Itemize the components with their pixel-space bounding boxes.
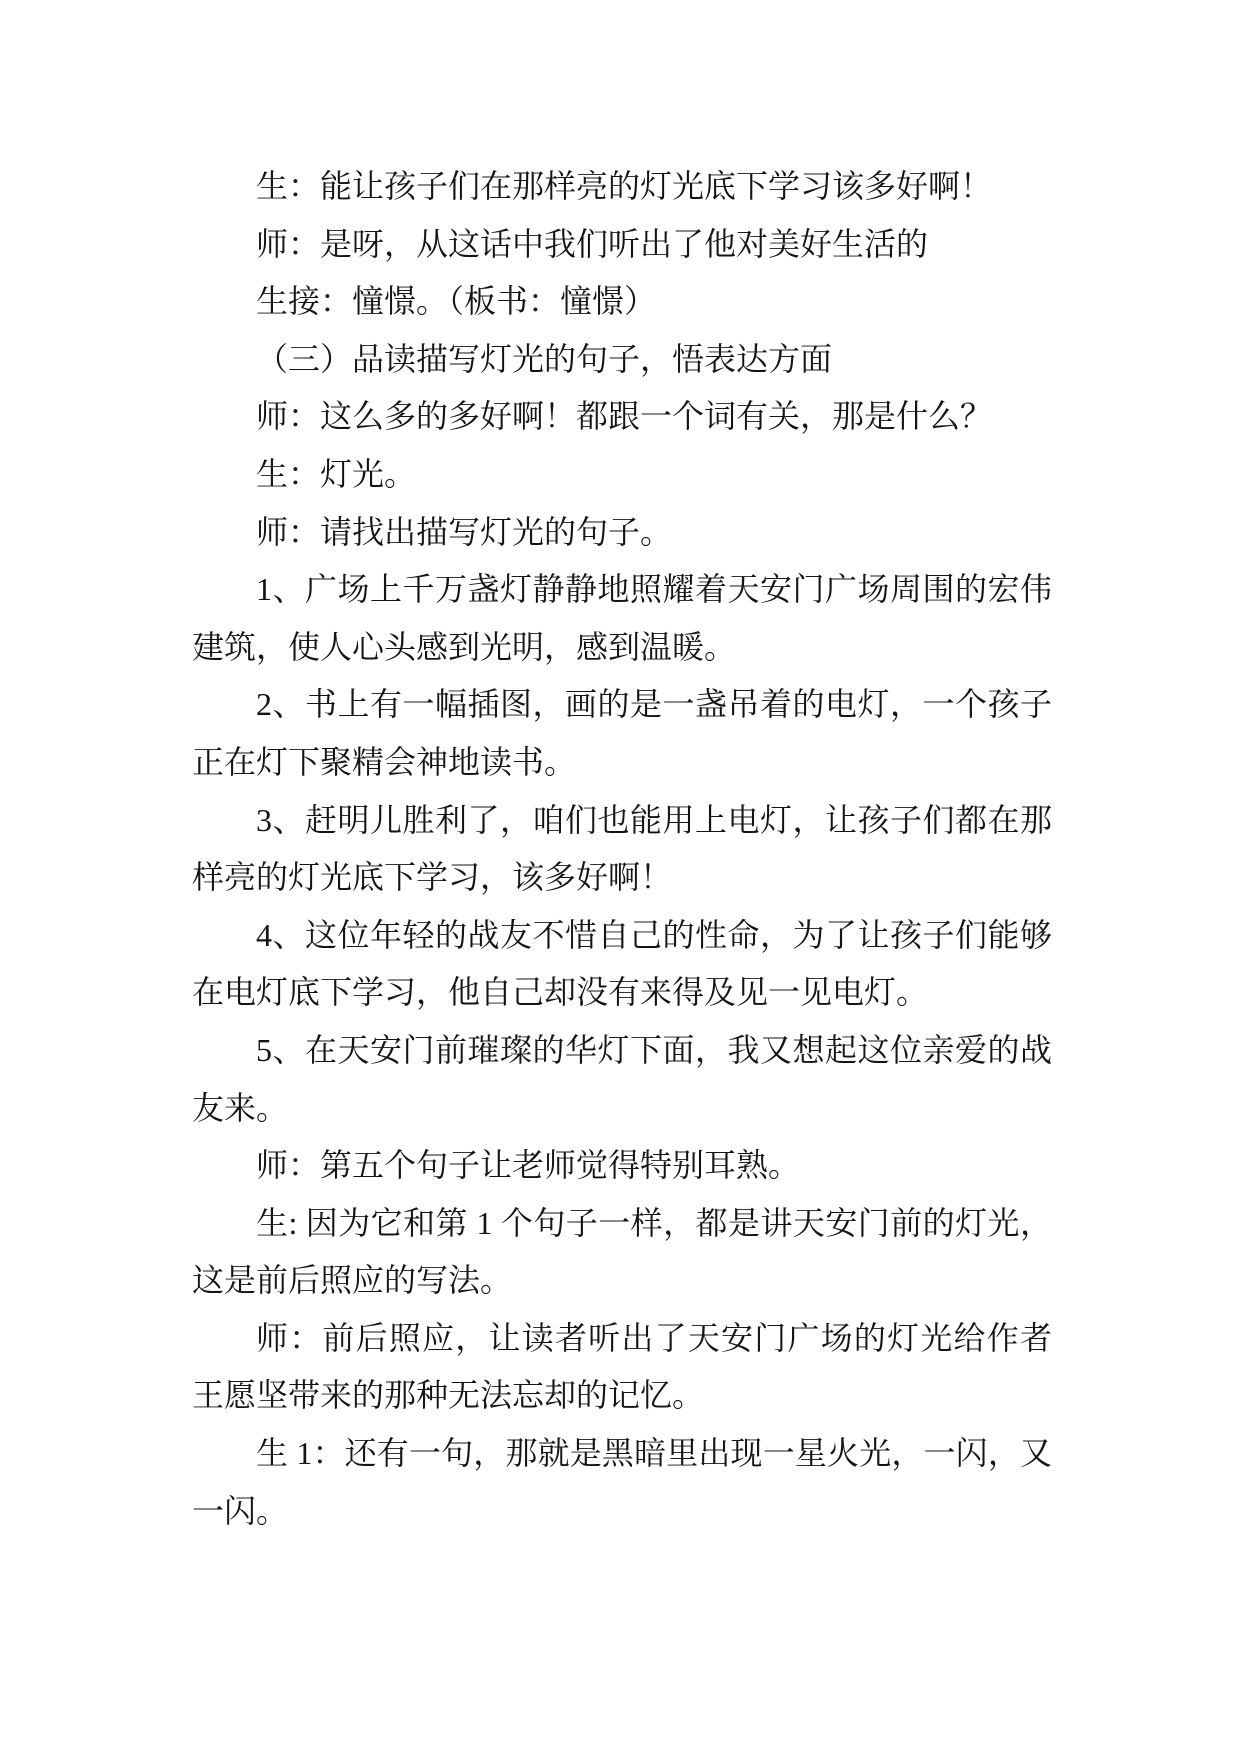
paragraph: 师：前后照应，让读者听出了天安门广场的灯光给作者王愿坚带来的那种无法忘却的记忆。 [192,1319,1052,1414]
paragraph: 生 1：还有一句，那就是黑暗里出现一星火光，一闪，又一闪。 [192,1435,1052,1529]
paragraph: 4、这位年轻的战友不惜自己的性命，为了让孩子们能够在电灯底下学习，他自己却没有来得及见一见电灯。 [192,916,1052,1011]
paragraph: 师：请找出描写灯光的句子。 [256,513,673,550]
paragraph: 师：是呀，从这话中我们听出了他对美好生活的 [256,225,929,262]
paragraph: 生: 因为它和第 1 个句子一样，都是讲天安门前的灯光，这是前后照应的写法。 [192,1204,1052,1299]
paragraph: 1、广场上千万盏灯静静地照耀着天安门广场周围的宏伟建筑，使人心头感到光明，感到温暖。 [192,571,1052,665]
paragraph: 师：第五个句子让老师觉得特别耳熟。 [256,1147,801,1184]
paragraph: 5、在天安门前璀璨的华灯下面，我又想起这位亲爱的战友来。 [192,1031,1052,1126]
paragraph: （三）品读描写灯光的句子，悟表达方面 [256,340,833,377]
paragraph: 2、书上有一幅插图，画的是一盏吊着的电灯，一个孩子正在灯下聚精会神地读书。 [192,686,1052,780]
paragraph: 3、赶明儿胜利了，咱们也能用上电灯，让孩子们都在那样亮的灯光底下学习，该多好啊！ [192,801,1052,896]
paragraph: 生：灯光。 [256,455,417,492]
paragraph: 生：能让孩子们在那样亮的灯光底下学习该多好啊！ [256,168,993,204]
document-text-block [192,158,1052,1540]
paragraph: 师：这么多的多好啊！都跟一个词有关，那是什么？ [256,398,993,435]
paragraph: 生接：憧憬。（板书：憧憬） [256,283,657,320]
